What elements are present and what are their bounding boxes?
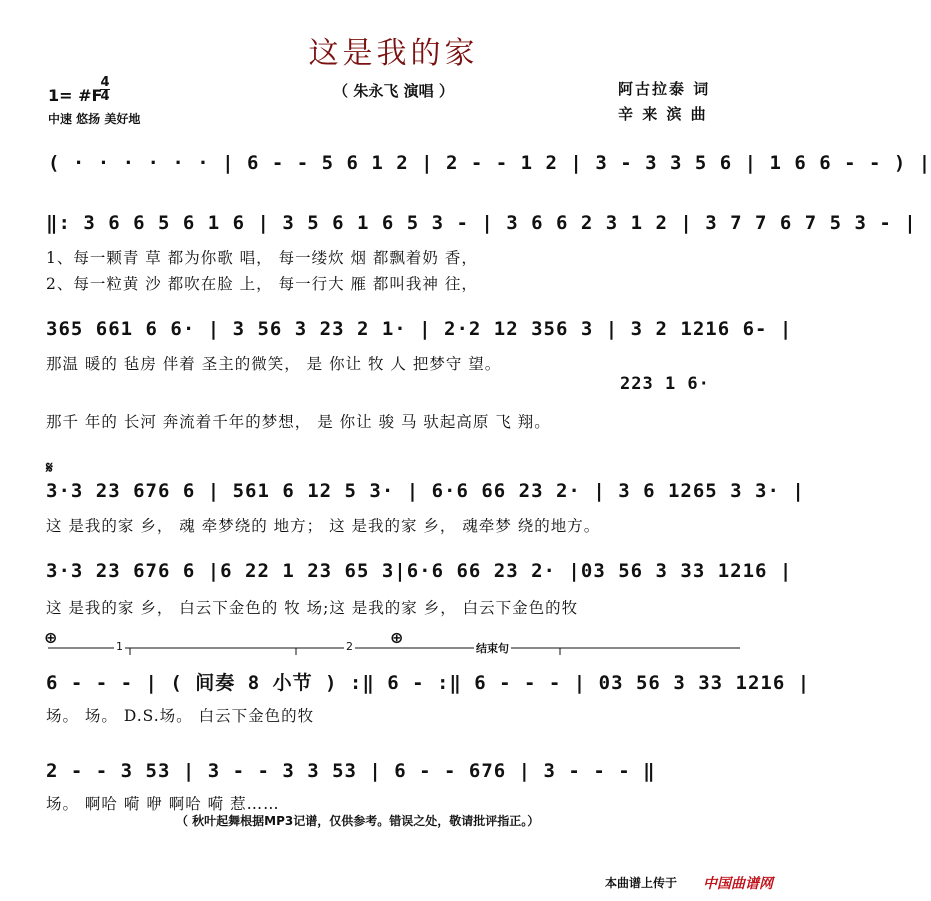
lyric-row-5: 场。 场。 D.S.场。 白云下金色的牧	[46, 707, 315, 725]
notation-row-3: 3·3 23 676 6 | 561 6 12 5 3· | 6·6 66 23 2· | 3 6 1265 3 3· |	[46, 480, 805, 502]
time-bottom: 4	[100, 89, 110, 104]
notation-row-intro: ( · · · · · · | 6 - - 5 6 1 2 | 2 - - 1 2 | 3 - 3 3 5 6 | 1 6 6 - - ) |	[48, 152, 931, 174]
upload-label: 本曲谱上传于	[604, 876, 677, 890]
lyric-row-2-verse-2: 那千 年的 长河 奔流着千年的梦想， 是 你让 骏 马 驮起高原 飞 翔。	[46, 413, 551, 431]
time-top: 4	[100, 75, 110, 90]
composer-credit: 辛 来 滨 曲	[618, 105, 708, 123]
volta-1-label: 1	[116, 640, 123, 653]
lyric-row-2-verse-1: 那温 暖的 毡房 伴着 圣主的微笑， 是 你让 牧 人 把梦守 望。	[46, 355, 502, 373]
notation-row-4: 3·3 23 676 6 |6 22 1 23 65 3|6·6 66 23 2· |03 56 3 33 1216 |	[46, 560, 793, 582]
tempo-marking: 中速 悠扬 美好地	[48, 112, 141, 126]
lyric-row-3: 这 是我的家 乡， 魂 牵梦绕的 地方； 这 是我的家 乡， 魂牵梦 绕的地方。	[46, 517, 601, 535]
site-logo[interactable]: 中国曲谱网	[703, 876, 773, 892]
lyricist-credit: 阿古拉泰 词	[618, 80, 711, 98]
volta-2-label: 2	[346, 640, 353, 653]
song-title: 这是我的家	[308, 36, 479, 71]
lyric-row-1-verse-1: 1、每一颗青 草 都为你歌 唱， 每一缕炊 烟 都飘着奶 香，	[46, 249, 478, 267]
lyric-row-4: 这 是我的家 乡， 白云下金色的 牧 场;这 是我的家 乡， 白云下金色的牧	[46, 599, 579, 617]
notation-row-2: 365 661 6 6· | 3 56 3 23 2 1· | 2·2 12 356 3 | 3 2 1216 6- |	[46, 318, 793, 340]
lyric-row-6: 场。 啊哈 嗬 咿 啊哈 嗬 惹……	[46, 795, 280, 813]
lyric-row-1-verse-2: 2、每一粒黄 沙 都吹在脸 上， 每一行大 雁 都叫我神 往，	[46, 275, 478, 293]
coda-mark-2: ⊕	[390, 628, 404, 647]
notation-row-5: 6 - - - | ( 间奏 8 小节 ) :‖ 6 - :‖ 6 - - - | 03 56 3 33 1216 |	[46, 672, 811, 694]
alternate-notes-verse-2: 223 1 6·	[620, 374, 710, 394]
segno-mark: 𝄋	[46, 458, 53, 477]
coda-mark-1: ⊕	[44, 628, 58, 647]
singer-credit: （ 朱永飞 演唱 ）	[333, 82, 454, 100]
notation-row-1: ‖: 3 6 6 5 6 1 6 | 3 5 6 1 6 5 3 - | 3 6 6 2 3 1 2 | 3 7 7 6 7 5 3 - |	[46, 212, 917, 234]
transcription-note: （ 秋叶起舞根据MP3记谱，仅供参考。错误之处，敬请批评指正。）	[176, 814, 540, 828]
notation-row-6: 2 - - 3 53 | 3 - - 3 3 53 | 6 - - 676 | 3 - - - ‖	[46, 760, 656, 782]
key-signature: 1= #F	[48, 86, 103, 105]
ending-label: 结束句	[476, 642, 509, 655]
